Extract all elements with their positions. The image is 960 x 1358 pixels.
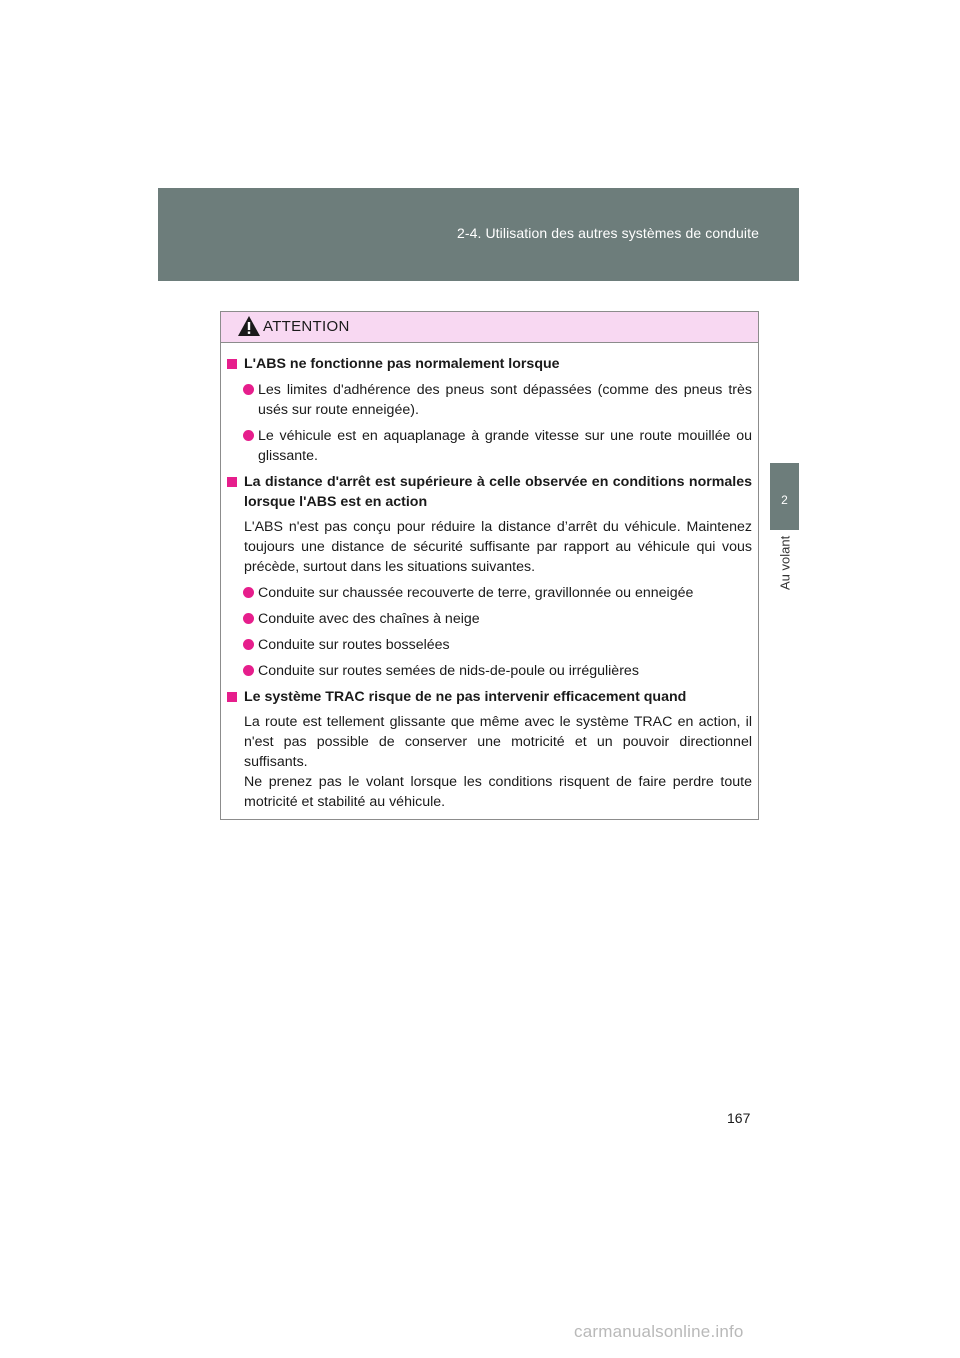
watermark: carmanualsonline.info bbox=[574, 1322, 744, 1341]
section-paragraph: Ne prenez pas le volant lorsque les conditions risquent de faire perdre toute motricité et stabilité au véhicule. bbox=[244, 774, 752, 810]
header-band bbox=[158, 188, 799, 281]
dot-bullet-icon bbox=[243, 665, 254, 676]
chapter-tab[interactable] bbox=[770, 463, 799, 530]
square-bullet-icon bbox=[227, 477, 237, 487]
section-paragraph: La route est tellement glissante que même avec le système TRAC en action, il n'est pas possible de conserver une motricité et un pouvoir directionnel suffisants. bbox=[244, 714, 752, 770]
list-item: Conduite sur chaussée recouverte de terre, gravillonnée ou enneigée bbox=[226, 583, 752, 603]
list-item: Conduite sur routes semées de nids-de-poule ou irrégulières bbox=[226, 661, 752, 681]
dot-bullet-icon bbox=[243, 639, 254, 650]
section-heading: La distance d'arrêt est supérieure à celle observée en conditions normales lorsque l'ABS est en action bbox=[226, 472, 752, 512]
list-item: Les limites d'adhérence des pneus sont dépassées (comme des pneus très usés sur route enneigée). bbox=[226, 380, 752, 420]
section-paragraph: L'ABS n'est pas conçu pour réduire la distance d’arrêt du véhicule. Maintenez toujours une distance de sécurité suffisante par rapport au véhicule qui vous précède, surtout dans les situations suivantes. bbox=[244, 519, 752, 575]
section-title: 2-4. Utilisation des autres systèmes de conduite bbox=[456, 225, 759, 241]
square-bullet-icon bbox=[227, 359, 237, 369]
dot-bullet-icon bbox=[243, 613, 254, 624]
warning-box bbox=[220, 311, 759, 820]
list-item: Conduite sur routes bosselées bbox=[226, 635, 752, 655]
section-heading: L'ABS ne fonctionne pas normalement lorsque bbox=[226, 354, 752, 374]
warning-triangle-icon bbox=[237, 315, 261, 337]
dot-bullet-icon bbox=[243, 587, 254, 598]
list-item: Le véhicule est en aquaplanage à grande vitesse sur une route mouillée ou glissante. bbox=[226, 426, 752, 466]
square-bullet-icon bbox=[227, 692, 237, 702]
dot-bullet-icon bbox=[243, 430, 254, 441]
chapter-number: 2 bbox=[781, 493, 788, 507]
warning-header bbox=[221, 312, 758, 343]
section-heading: Le système TRAC risque de ne pas intervenir efficacement quand bbox=[226, 687, 752, 707]
page-number: 167 bbox=[727, 1110, 751, 1126]
chapter-label: Au volant bbox=[777, 536, 793, 591]
dot-bullet-icon bbox=[243, 384, 254, 395]
warning-body bbox=[221, 343, 758, 812]
list-item: Conduite avec des chaînes à neige bbox=[226, 609, 752, 629]
warning-title: ATTENTION bbox=[263, 318, 350, 335]
